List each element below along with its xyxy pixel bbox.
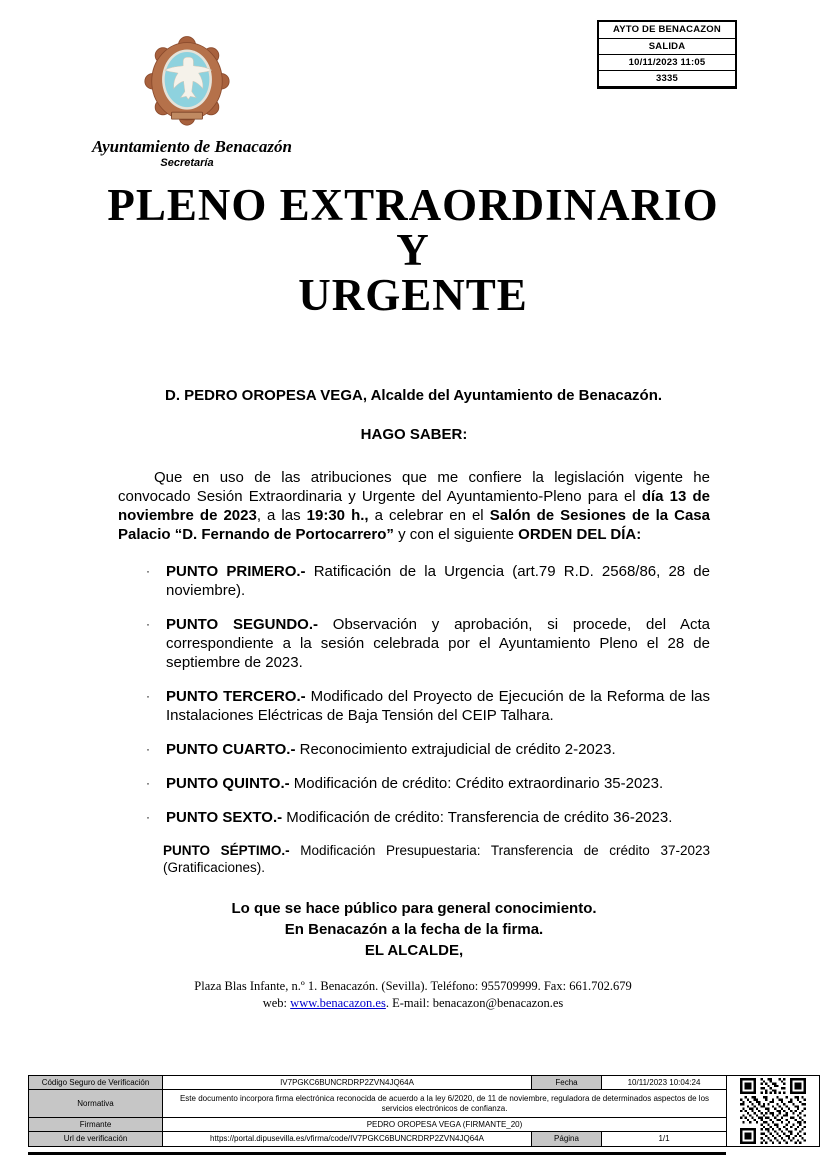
agenda-item-7 <box>163 842 710 876</box>
town-crest-icon <box>144 34 230 132</box>
qr-code-icon <box>740 1078 806 1144</box>
agenda-item-3 <box>118 687 710 725</box>
hago-saber-heading: HAGO SABER: <box>360 426 468 443</box>
stamp-number: 3335 <box>599 70 735 86</box>
agenda-item-lead: PUNTO CUARTO.- <box>166 741 296 758</box>
agenda-item-lead: PUNTO SÉPTIMO.- <box>163 843 290 858</box>
paragraph-text: a celebrar en el <box>368 507 490 524</box>
paragraph-text: y con el siguiente <box>393 526 519 543</box>
agenda-item-text: Modificado del Proyecto de Ejecución de la Reforma de las Instalaciones Eléctricas de Baja Tensión del CEIP Talhara. <box>166 688 710 724</box>
agenda-item-text: Modificación Presupuestaria: Transferencia de crédito 37-2023 (Gratificaciones). <box>163 843 710 875</box>
pagina-value: 1/1 <box>602 1132 727 1147</box>
normativa-label: Normativa <box>29 1090 163 1118</box>
org-name: Ayuntamiento de Benacazón <box>92 137 292 156</box>
table-row <box>29 1076 727 1090</box>
normativa-value: Este documento incorpora firma electrónica reconocida de acuerdo a la ley 6/2020, de 11 de noviembre, reguladora de determinados aspectos de los servicios electrónicos de confianza. <box>163 1090 727 1118</box>
qr-code-cell <box>726 1075 820 1147</box>
agenda-item-text: Modificación de crédito: Crédito extraordinario 35-2023. <box>289 775 664 792</box>
stamp-datetime: 10/11/2023 11:05 <box>599 54 735 70</box>
verification-table <box>28 1075 727 1147</box>
fecha-label: Fecha <box>532 1076 602 1090</box>
mayor-name: D. PEDRO OROPESA VEGA <box>165 387 363 404</box>
table-row <box>29 1118 727 1132</box>
title-line-1: PLENO EXTRAORDINARIO <box>107 180 719 230</box>
bullet-icon: · <box>146 742 150 756</box>
website-link[interactable]: www.benacazon.es <box>290 996 386 1010</box>
stamp-org: AYTO DE BENACAZON <box>613 24 721 35</box>
agenda-list <box>118 562 710 876</box>
address-footer <box>0 978 826 1012</box>
document-title <box>0 180 826 320</box>
csv-value: IV7PGKC6BUNCRDRP2ZVN4JQ64A <box>163 1076 532 1090</box>
title-line-2: Y <box>396 225 430 275</box>
agenda-item-lead: PUNTO TERCERO.- <box>166 688 306 705</box>
bullet-icon: · <box>146 776 150 790</box>
session-date: día 13 de noviembre de 2023 <box>118 488 710 524</box>
bullet-icon: · <box>146 810 150 824</box>
department-name: Secretaría <box>160 157 214 169</box>
bullet-icon: · <box>146 689 150 703</box>
address-line-2 <box>0 995 826 1012</box>
agenda-item-text: Modificación de crédito: Transferencia de crédito 36-2023. <box>282 809 673 826</box>
firmante-label: Firmante <box>29 1118 163 1132</box>
agenda-item-text: Ratificación de la Urgencia (art.79 R.D. 2568/86, 28 de noviembre). <box>166 563 710 599</box>
footer-rule <box>28 1152 726 1155</box>
document-body <box>118 386 710 961</box>
agenda-item-lead: PUNTO PRIMERO.- <box>166 563 306 580</box>
closing-line-2: En Benacazón a la fecha de la firma. <box>284 921 544 938</box>
agenda-item-text: Observación y aprobación, si procede, del Acta correspondiente a la sesión celebrada por el Ayuntamiento Pleno el 28 de septiembre de 2023. <box>166 616 710 671</box>
intro-paragraph <box>118 468 710 544</box>
firmante-value: PEDRO OROPESA VEGA (FIRMANTE_20) <box>163 1118 727 1132</box>
mayor-line <box>118 386 710 405</box>
url-label: Url de verificación <box>29 1132 163 1147</box>
agenda-item-2 <box>118 615 710 672</box>
fecha-value: 10/11/2023 10:04:24 <box>602 1076 727 1090</box>
table-row <box>29 1132 727 1147</box>
agenda-item-text: Reconocimiento extrajudicial de crédito 2-2023. <box>295 741 616 758</box>
agenda-item-lead: PUNTO SEXTO.- <box>166 809 283 826</box>
bullet-icon: · <box>146 564 150 578</box>
orden-del-dia-label: ORDEN DEL DÍA: <box>518 526 642 543</box>
session-time: 19:30 h., <box>306 507 369 524</box>
stamp-type: SALIDA <box>599 38 735 54</box>
signature-title: EL ALCALDE, <box>364 942 464 959</box>
table-row <box>29 1090 727 1118</box>
logo-block <box>92 34 292 169</box>
mayor-role: , Alcalde del Ayuntamiento de Benacazón. <box>362 387 663 404</box>
agenda-item-6 <box>118 808 710 827</box>
email-text: . E-mail: benacazon@benacazon.es <box>385 996 564 1010</box>
agenda-item-lead: PUNTO SEGUNDO.- <box>166 616 319 633</box>
csv-label: Código Seguro de Verificación <box>29 1076 163 1090</box>
agenda-item-5 <box>118 774 710 793</box>
registry-stamp-box <box>597 20 737 89</box>
session-place: Salón de Sesiones de la Casa Palacio “D. Fernando de Portocarrero” <box>118 507 710 543</box>
closing-line-1: Lo que se hace público para general conocimiento. <box>231 900 597 917</box>
url-value: https://portal.dipusevilla.es/vfirma/code/IV7PGKC6BUNCRDRP2ZVN4JQ64A <box>163 1132 532 1147</box>
title-line-3: URGENTE <box>298 270 528 320</box>
pagina-label: Página <box>532 1132 602 1147</box>
bullet-icon: · <box>146 617 150 631</box>
verification-block <box>28 1075 820 1155</box>
closing-block <box>118 898 710 961</box>
address-line-1: Plaza Blas Infante, n.º 1. Benacazón. (Sevilla). Teléfono: 955709999. Fax: 661.702.679 <box>194 979 632 993</box>
agenda-item-lead: PUNTO QUINTO.- <box>166 775 290 792</box>
agenda-item-1 <box>118 562 710 600</box>
paragraph-text: , a las <box>256 507 307 524</box>
agenda-item-4 <box>118 740 710 759</box>
web-label: web: <box>262 996 291 1010</box>
paragraph-text: Que en uso de las atribuciones que me confiere la legislación vigente he convocado Sesión Extraordinaria y Urgente del Ayuntamiento-Pleno para el <box>118 469 710 505</box>
